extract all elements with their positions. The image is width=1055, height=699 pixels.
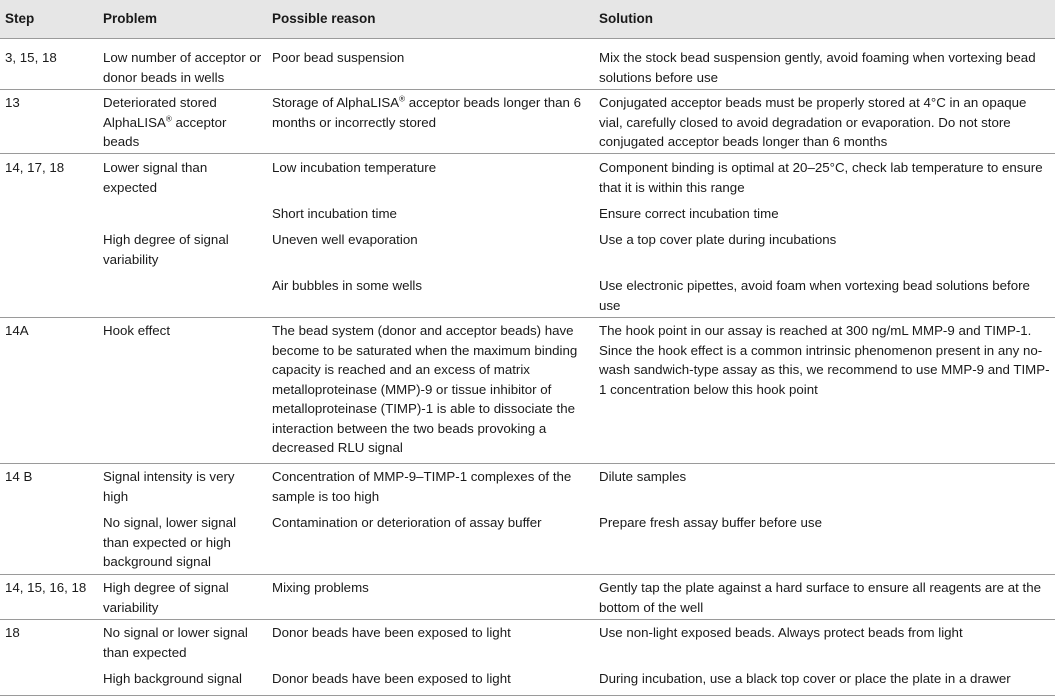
row-divider	[0, 317, 1055, 318]
row-divider	[0, 574, 1055, 575]
header-solution: Solution	[599, 11, 653, 26]
row-8-reason: Concentration of MMP-9–TIMP-1 complexes of the sample is too high	[272, 469, 572, 504]
row-1-reason: Poor bead suspension	[272, 50, 405, 65]
row-7-reason: The bead system (donor and acceptor beads) have become to be saturated when the maximum binding capacity is reached and an excess of matrix metalloproteinase (MMP)-9 or tissue inhibitor of metalloproteinase (TIMP)-1 is able to dissociate the interaction between the two beads provoking a decreased RLU signal	[272, 323, 578, 455]
row-2-solution: Conjugated acceptor beads must be properly stored at 4°C in an opaque vial, carefully closed to avoid degradation or evaporation. Do not store conjugated acceptor beads longer than 6 months	[599, 95, 1027, 149]
row-5-problem: High degree of signal variability	[103, 232, 229, 267]
row-3-solution: Component binding is optimal at 20–25°C, check lab temperature to ensure that it is within this range	[599, 160, 1043, 195]
row-4-solution: Ensure correct incubation time	[599, 206, 779, 221]
row-8-solution: Dilute samples	[599, 469, 687, 484]
row-7-problem: Hook effect	[103, 323, 171, 338]
row-9-problem: No signal, lower signal than expected or high background signal	[103, 515, 237, 569]
row-2-problem: Deteriorated stored AlphaLISA® acceptor beads	[103, 95, 227, 149]
header-step: Step	[5, 11, 35, 26]
row-6-reason: Air bubbles in some wells	[272, 278, 423, 293]
row-11-reason: Donor beads have been exposed to light	[272, 625, 511, 640]
row-12-problem: High background signal	[103, 671, 242, 686]
row-2-reason: Storage of AlphaLISA® acceptor beads longer than 6 months or incorrectly stored	[272, 94, 581, 130]
row-7-solution: The hook point in our assay is reached at 300 ng/mL MMP-9 and TIMP-1. Since the hook effect is a common intrinsic phenomenon present in any no-wash sandwich-type assay as this, we recommend to use MMP-9 and TIMP-1 concentration below this hook point	[599, 323, 1050, 397]
row-1-problem: Low number of acceptor or donor beads in wells	[103, 50, 262, 85]
row-3-problem: Lower signal than expected	[103, 160, 208, 195]
row-6-solution: Use electronic pipettes, avoid foam when vortexing bead solutions before use	[599, 278, 1030, 313]
row-11-problem: No signal or lower signal than expected	[103, 625, 248, 660]
row-9-solution: Prepare fresh assay buffer before use	[599, 515, 822, 530]
row-7-step: 14A	[5, 323, 29, 338]
row-10-solution: Gently tap the plate against a hard surface to ensure all reagents are at the bottom of the well	[599, 580, 1042, 615]
row-3-step: 14, 17, 18	[5, 160, 65, 175]
row-8-step: 14 B	[5, 469, 33, 484]
row-12-reason: Donor beads have been exposed to light	[272, 671, 511, 686]
row-10-reason: Mixing problems	[272, 580, 369, 595]
header-possible-reason: Possible reason	[272, 11, 376, 26]
row-11-step: 18	[5, 625, 20, 640]
row-10-step: 14, 15, 16, 18	[5, 580, 87, 595]
row-divider	[0, 153, 1055, 154]
row-3-reason: Low incubation temperature	[272, 160, 437, 175]
row-divider	[0, 89, 1055, 90]
row-5-reason: Uneven well evaporation	[272, 232, 418, 247]
header-problem: Problem	[103, 11, 158, 26]
row-10-problem: High degree of signal variability	[103, 580, 229, 615]
row-divider	[0, 463, 1055, 464]
row-divider	[0, 38, 1055, 39]
row-4-reason: Short incubation time	[272, 206, 397, 221]
row-1-solution: Mix the stock bead suspension gently, avoid foaming when vortexing bead solutions before use	[599, 50, 1036, 85]
row-12-solution: During incubation, use a black top cover or place the plate in a drawer	[599, 671, 1011, 686]
row-8-problem: Signal intensity is very high	[103, 469, 235, 504]
row-divider	[0, 619, 1055, 620]
row-1-step: 3, 15, 18	[5, 50, 57, 65]
row-2-step: 13	[5, 95, 20, 110]
row-11-solution: Use non-light exposed beads. Always protect beads from light	[599, 625, 963, 640]
row-9-reason: Contamination or deterioration of assay buffer	[272, 515, 542, 530]
row-5-solution: Use a top cover plate during incubations	[599, 232, 837, 247]
table-bottom-rule	[0, 695, 1055, 696]
